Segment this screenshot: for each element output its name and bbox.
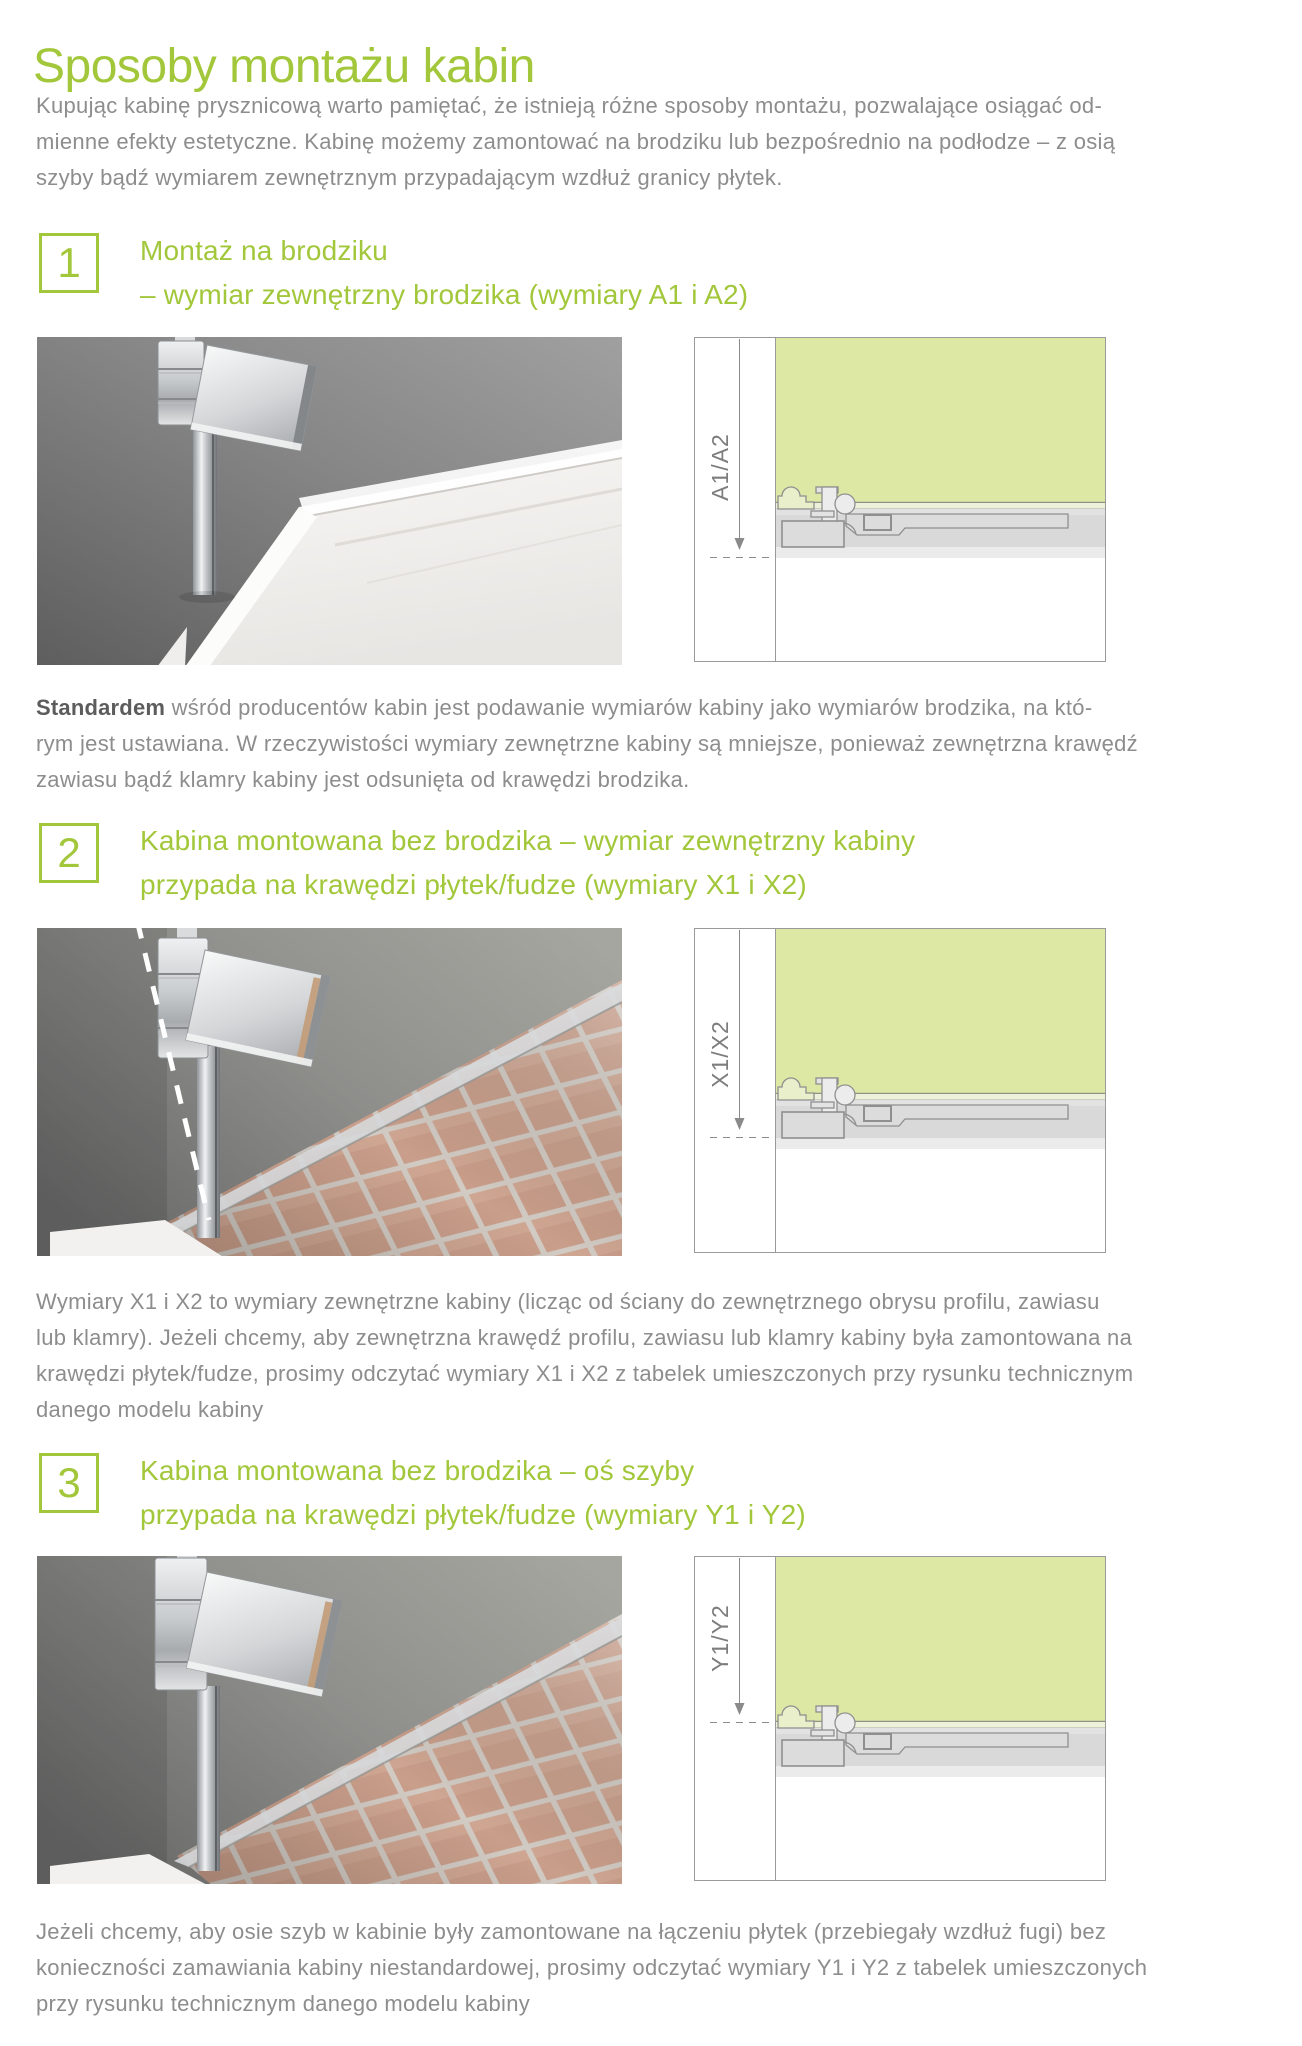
intro-line: Kupując kabinę prysznicową warto pamiętać, że istnieją różne sposoby montażu, pozwalające osiągać od- (36, 93, 1103, 118)
section-3-heading-line2: przypada na krawędzi płytek/fudze (wymiary Y1 i Y2) (140, 1499, 806, 1530)
paragraph-standard (36, 690, 1286, 798)
diagram-a1-a2 (694, 337, 1106, 662)
glass-and-tray-cross-section (776, 929, 1105, 1149)
paragraph-line: Jeżeli chcemy, aby osie szyb w kabinie były zamontowane na łączeniu płytek (przebiegały wzdłuż fugi) bez (36, 1919, 1107, 1944)
paragraph-line (36, 690, 1286, 726)
intro-line: szyby bądź wymiarem zewnętrznym przypadającym wzdłuż granicy płytek. (36, 165, 783, 190)
section-1-heading-line2: – wymiar zewnętrzny brodzika (wymiary A1 i A2) (140, 279, 749, 310)
photo-hinge-on-tiles-dashed-axis-svg (37, 928, 622, 1256)
paragraph-line: przy rysunku technicznym danego modelu kabiny (36, 1991, 531, 2016)
section-1-heading-line1: Montaż na brodziku (140, 235, 388, 266)
glass-profile-bar (197, 1046, 220, 1238)
photo-hinge-on-shower-tray (37, 337, 622, 665)
paragraph-lead-bold: Standardem (36, 695, 166, 720)
paragraph-line: rym jest ustawiana. W rzeczywistości wymiary zewnętrzne kabiny są mniejsze, ponieważ zewnętrzna krawędź (36, 731, 1138, 756)
photo-hinge-on-tiles-dashed-axis (37, 928, 622, 1256)
paragraph-line-rest: wśród producentów kabin jest podawanie wymiarów kabiny jako wymiarów brodzika, na któ- (165, 695, 1093, 720)
section-1-heading (140, 229, 1140, 317)
section-3-number-box (39, 1453, 99, 1513)
diagram-a1-a2-svg (694, 337, 1106, 662)
diagram-y1-y2 (694, 1556, 1106, 1881)
dimension-label: X1/X2 (707, 1020, 733, 1088)
section-1-number: 1 (57, 239, 81, 286)
section-2-heading (140, 819, 1140, 907)
paragraph-line: konieczności zamawiania kabiny niestandardowej, prosimy odczytać wymiary Y1 i Y2 z tabelek umieszczonych (36, 1955, 1148, 1980)
wall-shadow (37, 1556, 167, 1884)
paragraph-line: Wymiary X1 i X2 to wymiary zewnętrzne kabiny (licząc od ściany do zewnętrznego obrysu profilu, zawiasu (36, 1289, 1100, 1314)
paragraph-x-dimensions (36, 1284, 1286, 1428)
dimension-label: A1/A2 (707, 433, 733, 501)
diagram-x1-x2-svg (694, 928, 1106, 1253)
diagram-y1-y2-svg (694, 1556, 1106, 1881)
intro-paragraph (36, 88, 1286, 196)
page-title: Sposoby montażu kabin (33, 40, 535, 94)
glass-and-tray-cross-section (776, 1557, 1105, 1777)
glass-and-tray-cross-section (776, 338, 1105, 558)
section-2-number-box (39, 823, 99, 883)
photo-hinge-on-shower-tray-svg (37, 337, 622, 665)
section-2-number: 2 (57, 829, 81, 876)
diagram-x1-x2 (694, 928, 1106, 1253)
glass-profile-bar (197, 1686, 220, 1871)
wall-shadow (37, 928, 167, 1256)
section-1-number-box (39, 233, 99, 293)
photo-hinge-on-tiles-svg (37, 1556, 622, 1884)
section-2-heading-line1: Kabina montowana bez brodzika – wymiar zewnętrzny kabiny (140, 825, 916, 856)
paragraph-y-dimensions (36, 1914, 1286, 2022)
photo-hinge-on-tiles (37, 1556, 622, 1884)
dimension-label: Y1/Y2 (707, 1604, 733, 1672)
section-2-heading-line2: przypada na krawędzi płytek/fudze (wymiary X1 i X2) (140, 869, 807, 900)
section-3-heading (140, 1449, 1140, 1537)
section-3-heading-line1: Kabina montowana bez brodzika – oś szyby (140, 1455, 695, 1486)
paragraph-line: lub klamry). Jeżeli chcemy, aby zewnętrzna krawędź profilu, zawiasu lub klamry kabiny była zamontowana na (36, 1325, 1133, 1350)
intro-line: mienne efekty estetyczne. Kabinę możemy zamontować na brodziku lub bezpośrednio na podłodze – z osią (36, 129, 1116, 154)
paragraph-line: krawędzi płytek/fudze, prosimy odczytać wymiary X1 i X2 z tabelek umieszczonych przy rysunku technicznym (36, 1361, 1134, 1386)
section-3-number: 3 (57, 1459, 81, 1506)
paragraph-line: zawiasu bądź klamry kabiny jest odsunięta od krawędzi brodzika. (36, 767, 690, 792)
paragraph-line: danego modelu kabiny (36, 1397, 264, 1422)
